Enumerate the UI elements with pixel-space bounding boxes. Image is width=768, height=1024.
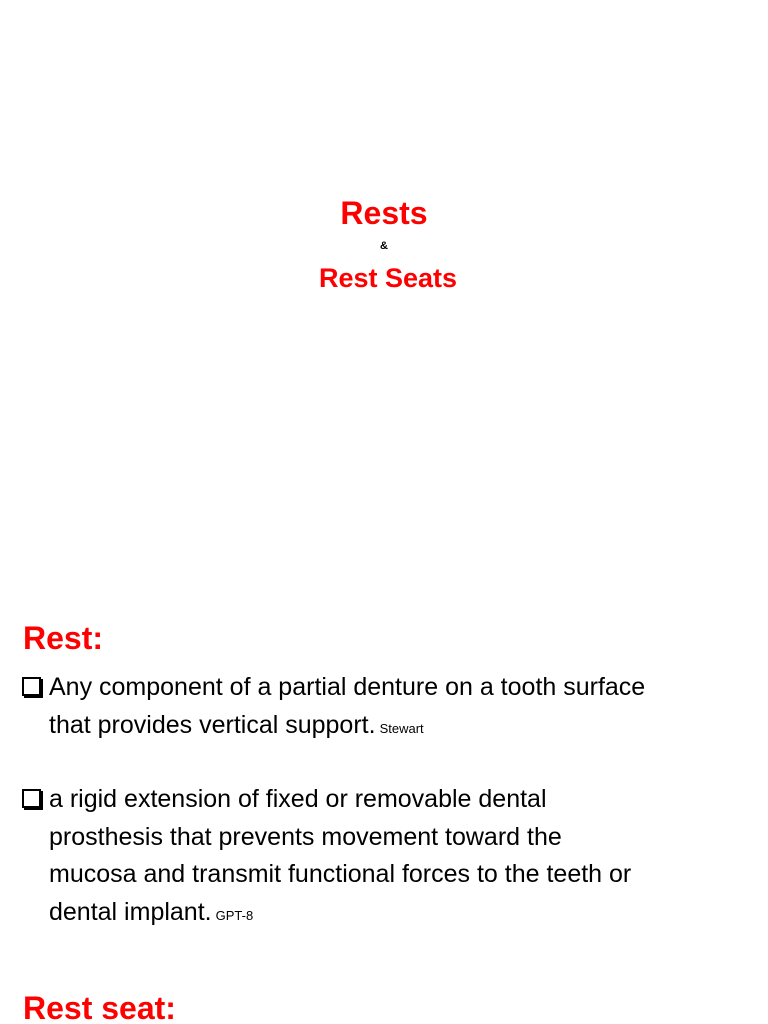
bullet-text: mucosa and transmit functional forces to the teeth or (49, 860, 632, 888)
bullet-text: that provides vertical support. (49, 710, 376, 739)
bullet-text: dental implant. (49, 897, 212, 926)
bullet-line (22, 669, 752, 707)
rest-seat-heading: Rest seat: (23, 990, 176, 1024)
bullet-text: prosthesis that prevents movement toward the (49, 822, 562, 851)
rest-heading: Rest: (23, 620, 104, 656)
bullet-line (22, 894, 752, 935)
checkbox-square-icon (22, 677, 41, 696)
bullet-line (22, 707, 752, 748)
checkbox-square-icon (22, 789, 41, 808)
bullet-text: a rigid extension of fixed or removable dental (49, 785, 547, 813)
bullet-line (22, 856, 752, 894)
definition-slide (0, 605, 768, 1024)
slide-subtitle: Rest Seats (318, 263, 458, 293)
reference-citation: Stewart (379, 720, 424, 736)
definition-bullet-gpt8 (22, 781, 752, 934)
reference-citation: GPT-8 (215, 907, 254, 923)
bullet-text: Any component of a partial denture on a tooth surface (49, 673, 646, 701)
bullet-line (22, 781, 752, 819)
slide-title: Rests (340, 195, 428, 231)
definition-bullet-stewart (22, 669, 752, 747)
bullet-line (22, 819, 752, 857)
title-ampersand: & (380, 240, 388, 252)
